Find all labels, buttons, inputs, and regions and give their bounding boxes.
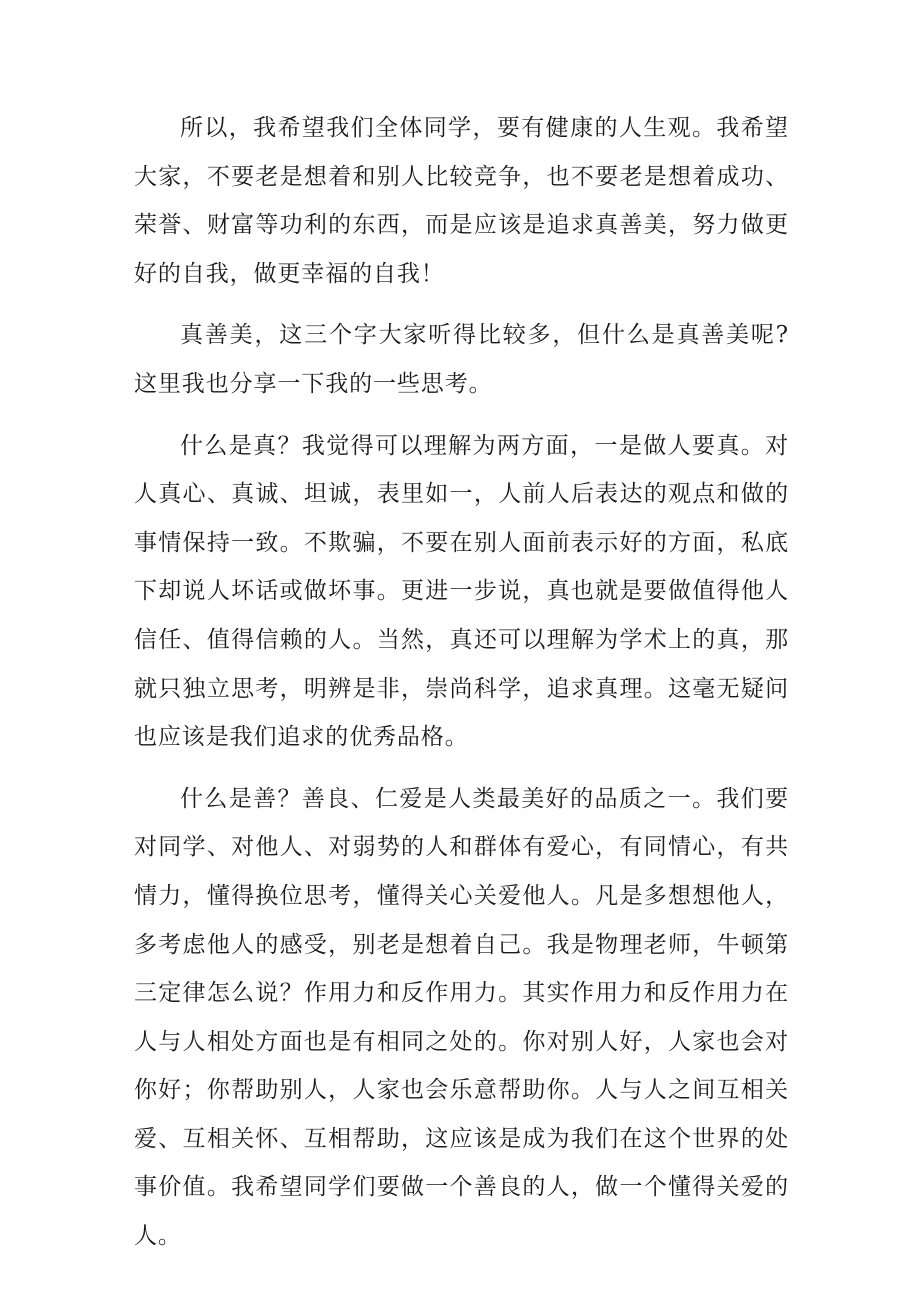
paragraph-2: 真善美，这三个字大家听得比较多，但什么是真善美呢?这里我也分享一下我的一些思考。 xyxy=(134,322,789,397)
paragraph-4: 什么是善？善良、仁爱是人类最美好的品质之一。我们要对同学、对他人、对弱势的人和群体有爱心，有同情心，有共情力，懂得换位思考，懂得关心关爱他人。凡是多想想他人，多考虑他人的感受，别老是想着自己。我是物理老师，牛顿第三定律怎么说？作用力和反作用力。其实作用力和反作用力在人与人相处方面也是有相同之处的。你对别人好，人家也会对你好；你帮助别人，人家也会乐意帮助你。人与人之间互相关爱、互相关怀、互相帮助，这应该是成为我们在这个世界的处事价值。我希望同学们要做一个善良的人，做一个懂得关爱的人。 xyxy=(134,785,789,1250)
paragraph-1: 所以，我希望我们全体同学，要有健康的人生观。我希望大家，不要老是想着和别人比较竞争，也不要老是想着成功、荣誉、财富等功利的东西，而是应该是追求真善美，努力做更好的自我，做更幸福的自我！ xyxy=(134,115,789,287)
paragraph-3: 什么是真？我觉得可以理解为两方面，一是做人要真。对人真心、真诚、坦诚，表里如一，人前人后表达的观点和做的事情保持一致。不欺骗，不要在别人面前表示好的方面，私底下却说人坏话或做坏事。更进一步说，真也就是要做值得他人信任、值得信赖的人。当然，真还可以理解为学术上的真，那就只独立思考，明辨是非，崇尚科学，追求真理。这毫无疑问也应该是我们追求的优秀品格。 xyxy=(134,432,789,751)
document-body xyxy=(134,104,789,1274)
